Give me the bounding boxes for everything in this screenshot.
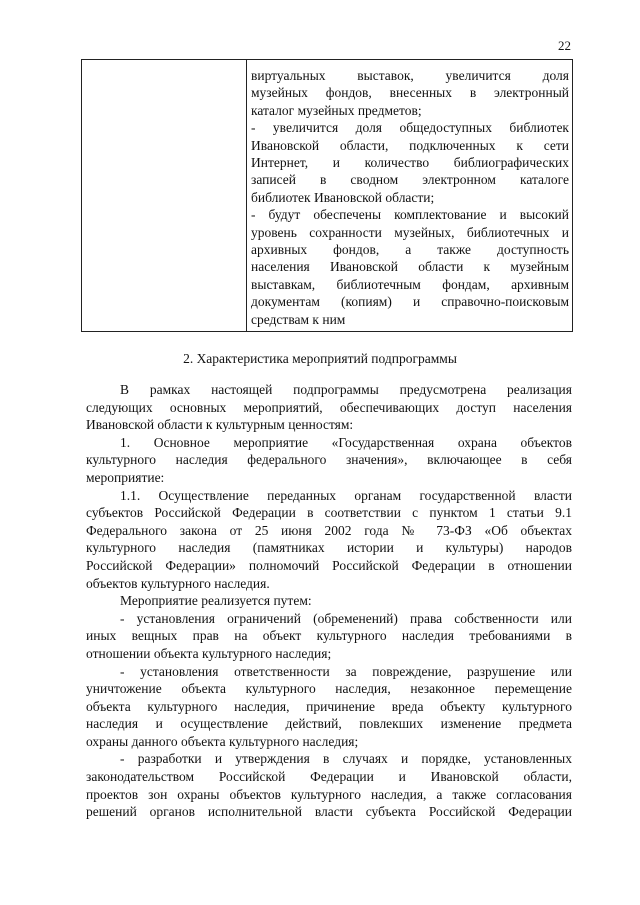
continuation-table <box>81 59 573 332</box>
table-text-line: записей в сводном электронном каталоге <box>251 172 569 188</box>
paragraph-line: - установления ограничений (обременений) права собственности или <box>120 610 572 626</box>
table-text-line: библиотек Ивановской области; <box>251 189 435 205</box>
table-text-line: - увеличится доля общедоступных библиотек <box>251 120 569 136</box>
paragraph-line: охраны данного объекта культурного наследия; <box>86 733 359 749</box>
paragraph-line: Федерального закона от 25 июня 2002 года № 73-ФЗ «Об объектах <box>86 522 572 538</box>
table-text-line: средствам к ним <box>251 311 346 327</box>
paragraph-line: следующих основных мероприятий, обеспечивающих доступ населения <box>86 399 572 415</box>
paragraph-line: - разработки и утверждения в случаях и порядке, установленных <box>120 751 572 767</box>
page-number: 22 <box>558 38 571 53</box>
table-text-line: документам (копиям) и справочно-поисковым <box>251 294 569 310</box>
section-title: 2. Характеристика мероприятий подпрограммы <box>183 351 457 366</box>
paragraph-line: Российской Федерации» полномочий Российской Федерации в отношении <box>86 557 572 573</box>
table-cell-right <box>247 60 572 331</box>
table-text-line: Ивановской области, подключенных к сети <box>251 137 569 153</box>
paragraph-line: Ивановской области к культурным ценностям: <box>86 417 354 433</box>
paragraph-line: объекта культурного наследия, причинение вреда объекту культурного <box>86 698 572 714</box>
paragraph-line: иных вещных прав на объект культурного наследия требованиями в <box>86 628 572 644</box>
paragraph-line: 1.1. Осуществление переданных органам государственной власти <box>120 487 572 503</box>
paragraph-line: решений органов исполнительной власти субъекта Российской Федерации <box>86 804 572 820</box>
table-text-line: виртуальных выставок, увеличится доля <box>251 68 569 83</box>
paragraph-line: проектов зон охраны объектов культурного наследия, а также согласования <box>86 786 572 802</box>
table-text-line: архивных фондов, а также доступность <box>251 242 569 258</box>
paragraph-line: культурного наследия (памятниках истории и культуры) народов <box>86 540 572 556</box>
table-text-line: Интернет, и количество библиографических <box>251 155 569 171</box>
table-text-line: населения Ивановской области к музейным <box>251 259 569 275</box>
paragraph-line: В рамках настоящей подпрограммы предусмотрена реализация <box>120 382 572 397</box>
paragraph-line: мероприятие: <box>86 469 165 485</box>
paragraph-line: объектов культурного наследия. <box>86 575 270 591</box>
table-cell-left <box>82 60 247 331</box>
body-text <box>86 381 572 821</box>
table-text-line: - будут обеспечены комплектование и высокий <box>251 207 569 223</box>
paragraph-line: наследия и осуществление действий, повлекших изменение предмета <box>86 716 572 732</box>
paragraph-line: Мероприятие реализуется путем: <box>120 593 312 609</box>
table-text-line: уровень сохранности музейных, библиотечных и <box>251 224 569 240</box>
paragraph-line: культурного наследия федерального значения», включающее в себя <box>86 452 572 468</box>
table-text-line: каталог музейных предметов; <box>251 102 422 118</box>
paragraph-line: субъектов Российской Федерации в соответствии с пунктом 1 статьи 9.1 <box>86 505 572 521</box>
paragraph-line: уничтожение объекта культурного наследия, незаконное перемещение <box>86 681 572 697</box>
paragraph-line: законодательством Российской Федерации и Ивановской области, <box>86 769 572 785</box>
paragraph-line: 1. Основное мероприятие «Государственная охрана объектов <box>120 434 572 450</box>
paragraph-line: - установления ответственности за повреждение, разрушение или <box>120 663 572 679</box>
paragraph-line: отношении объекта культурного наследия; <box>86 645 332 661</box>
table-text-line: музейных фондов, внесенных в электронный <box>251 85 569 101</box>
table-text-line: выставкам, библиотечным фондам, архивным <box>251 276 569 292</box>
